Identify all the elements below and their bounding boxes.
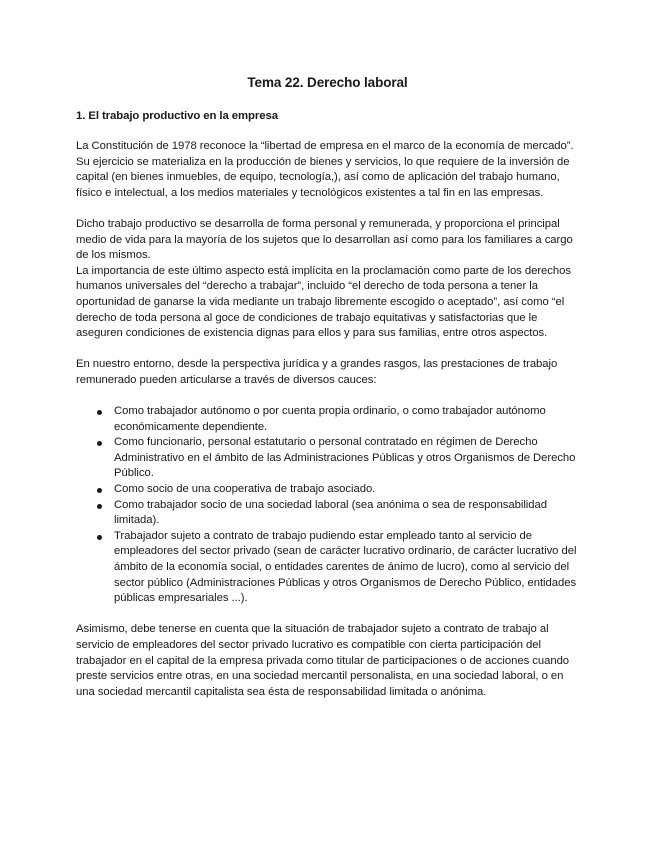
bullet-icon: [97, 488, 102, 493]
paragraph: La Constitución de 1978 reconoce la “libertad de empresa en el marco de la economía de mercado”.: [76, 140, 574, 152]
bullet-text: Trabajador sujeto a contrato de trabajo pudiendo estar empleado tanto al servicio de empleadores del sector privado (sean de carácter lucrativo ordinario, de carácter lucrativo del ámbito de la economía social, o entidades carentes de ánimo de lucro), como al servicio del sector público (Administraciones Públicas y otros Organismos de Derecho Público, entidades públicas empresariales ...).: [114, 529, 577, 605]
paragraph-gap: [76, 201, 581, 217]
paragraph: Asimismo, debe tenerse en cuenta que la situación de trabajador sujeto a contrato de trabajo al servicio de empleadores del sector privado lucrativo es compatible con cierta participación del trabajador en el capital de la empresa privada como titular de participaciones o de acciones cuando preste servicios entre otras, en una sociedad mercantil personalista, en una sociedad laboral, o en una sociedad mercantil capitalista sea ésta de responsabilidad limitada o anónima.: [76, 623, 570, 698]
paragraph-gap: [76, 607, 581, 623]
paragraph: En nuestro entorno, desde la perspectiva jurídica y a grandes rasgos, las prestaciones de trabajo remunerado pueden articularse a través de diversos cauces:: [76, 358, 558, 386]
bullet-item: [114, 498, 581, 529]
section-heading: 1. El trabajo productivo en la empresa: [76, 110, 278, 122]
bullet-text: Como trabajador autónomo o por cuenta propia ordinario, o como trabajador autónomo económicamente dependiente.: [114, 405, 546, 433]
bullet-icon: [97, 441, 102, 446]
bullet-text: Como funcionario, personal estatutario o personal contratado en régimen de Derecho Administrativo en el ámbito de las Administraciones Públicas y otros Organismos de Derecho Público.: [114, 436, 576, 480]
bullet-icon: [97, 410, 102, 415]
bullet-icon: [97, 504, 102, 509]
bullet-text: Como socio de una cooperativa de trabajo asociado.: [114, 483, 376, 496]
bullet-item: [114, 529, 581, 607]
bullet-item: [114, 482, 581, 498]
bullet-icon: [97, 535, 102, 540]
bullet-list: [76, 404, 581, 607]
bullet-text: Como trabajador socio de una sociedad laboral (sea anónima o sea de responsabilidad limitada).: [114, 498, 547, 527]
bullet-item: [114, 435, 581, 482]
document-title: Tema 22. Derecho laboral: [247, 75, 408, 90]
paragraph: La importancia de este último aspecto está implícita en la proclamación como parte de los derechos humanos universales del “derecho a trabajar”, incluido “el derecho de toda persona a tener la oportunidad de ganarse la vida mediante un trabajo libremente escogido o aceptado”, así como “el derecho de toda persona al goce de condiciones de trabajo equitativas y satisfactorias que le aseguren condiciones de existencia dignas para ellos y para sus familias, entre otros aspectos.: [76, 264, 571, 340]
paragraph: Su ejercicio se materializa en la producción de bienes y servicios, lo que requiere de la inversión de capital (en bienes inmuebles, de equipo, tecnología,), así como de aplicación del trabajo humano, físico e intelectual, a los medios materiales y tecnológicos existentes a tal fin en las empresas.: [76, 155, 570, 199]
paragraph-gap: [76, 342, 581, 358]
paragraph: Dicho trabajo productivo se desarrolla de forma personal y remunerada, y proporciona el principal medio de vida para la mayoría de los sujetos que lo desarrollan así como para los familiares a cargo de los mismos.: [76, 217, 573, 262]
document-body: [76, 139, 581, 700]
bullet-item: [114, 404, 581, 435]
paragraph-gap: [76, 389, 581, 405]
